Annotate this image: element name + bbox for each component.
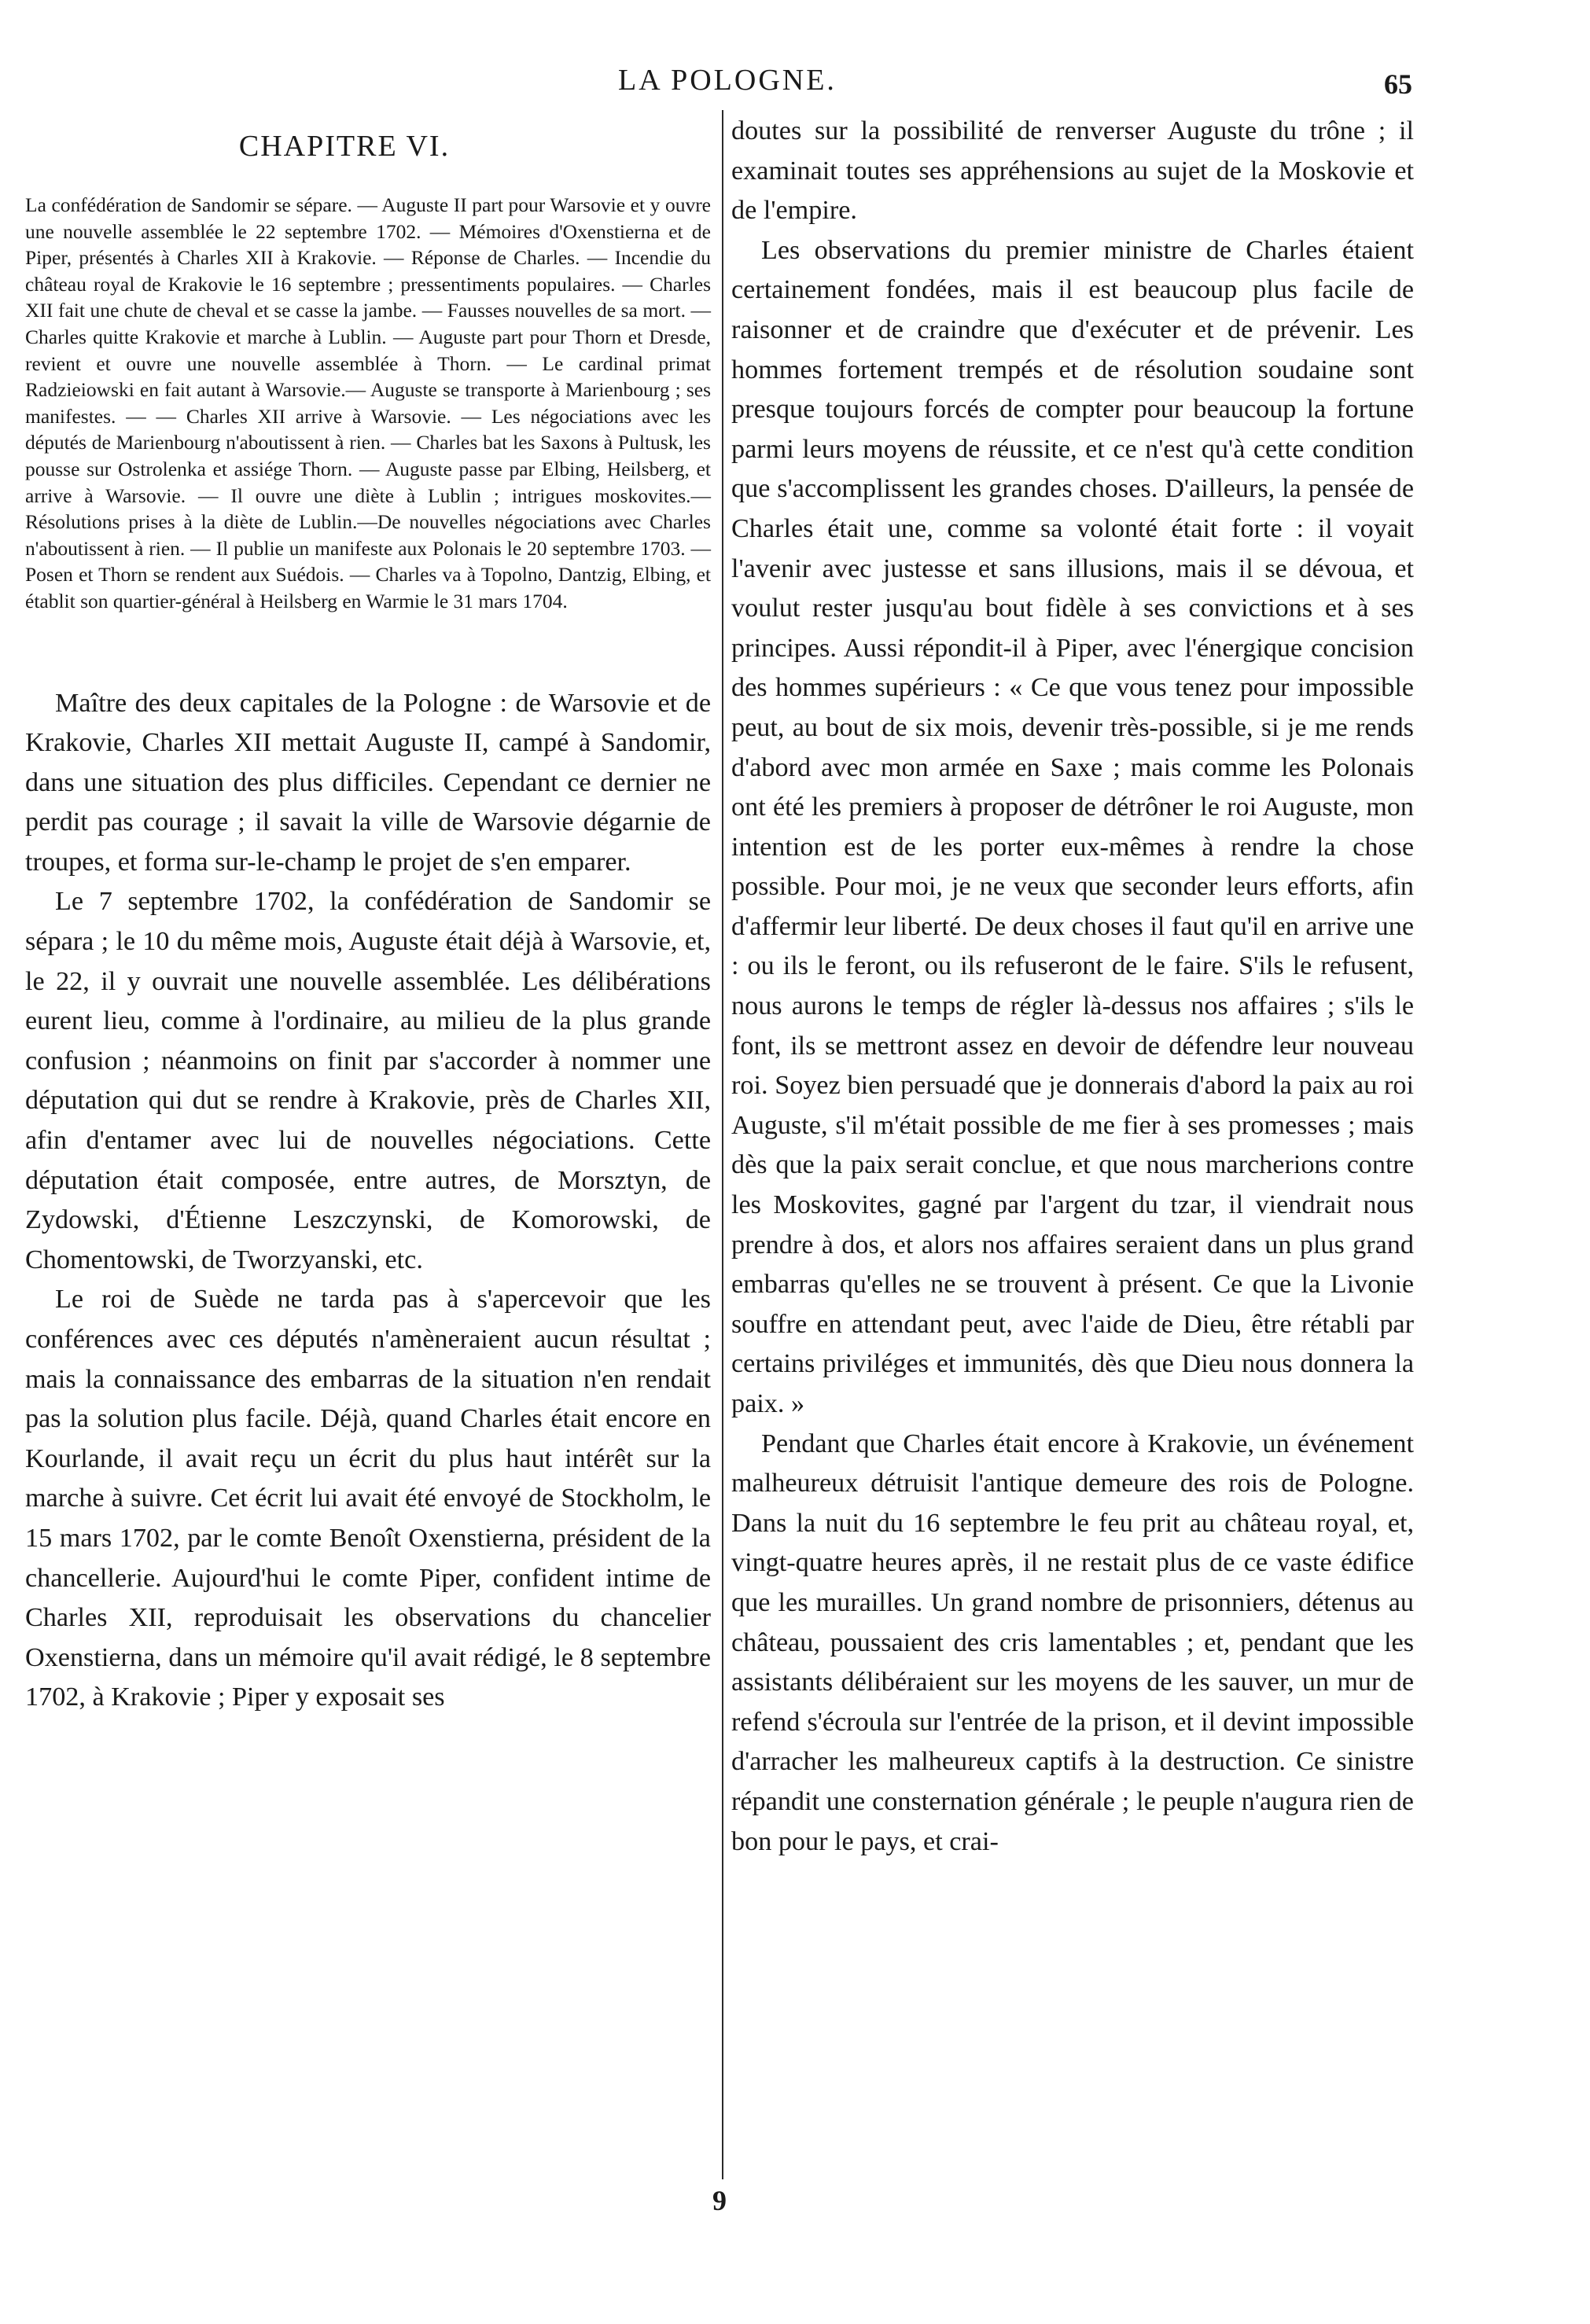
running-title: LA POLOGNE. — [618, 64, 837, 97]
running-head — [0, 57, 1590, 104]
signature-mark: 9 — [712, 2185, 727, 2216]
paragraph: Les observations du premier ministre de Charles étaient certainement fondées, mais il est beaucoup plus facile de raisonner et de craindre que d'exécuter et de prévenir. Les hommes fortement trempés et de résolution soudaine sont presque toujours forcés de compter pour beaucoup la fortune parmi leurs moyens de réussite, et ce n'est qu'à cette condition que s'accomplissent les grandes choses. D'ailleurs, la pensée de Charles était une, comme sa volonté était forte : il voyait l'avenir avec justesse et sans illusions, mais il se dévoua, et voulut rester jusqu'au bout fidèle à ses convictions et à ses principes. Aussi répondit-il à Piper, avec l'énergique concision des hommes supérieurs : « Ce que vous tenez pour impossible peut, au bout de six mois, devenir très-possible, si je me rends d'abord avec mon armée en Saxe ; mais comme les Polonais ont été les premiers à proposer de détrôner le roi Auguste, mon intention est de les porter eux-mêmes à rendre la chose possible. Pour moi, je ne veux que seconder leurs efforts, afin d'affermir leur liberté. De deux choses il faut qu'il en arrive une : ou ils le feront, ou ils refuseront de le faire. S'ils le refusent, nous aurons le temps de régler là-dessus nos affaires ; s'ils le font, ils se mettront assez en devoir de défendre leur nouveau roi. Soyez bien persuadé que je donnerais d'abord la paix au roi Auguste, s'il m'était possible de me fier à ses promesses ; mais dès que la paix serait conclue, et que nous marcherions contre les Moskovites, gagné par l'argent du tzar, il viendrait nous prendre à dos, et alors nos affaires seraient dans un plus grand embarras qu'elles ne se trouvent à présent. Ce que la Livonie souffre en attendant peut, avec l'aide de Dieu, être rétabli par certains priviléges et immunités, dès que Dieu nous donnera la paix. » — [731, 235, 1414, 1418]
right-column — [731, 112, 1414, 1862]
paragraph: Maître des deux capitales de la Pologne : de Warsovie et de Krakovie, Charles XII mettait Auguste II, campé à Sandomir, dans une situation des plus difficiles. Cependant ce dernier ne perdit pas courage ; il savait la ville de Warsovie dégarnie de troupes, et forma sur-le-champ le projet de s'en emparer. — [25, 688, 711, 877]
paragraph-continued: doutes sur la possibilité de renverser Auguste du trône ; il examinait toutes ses appréhensions au sujet de la Moskovie et de l'empire. — [731, 116, 1414, 226]
paragraph: Pendant que Charles était encore à Krakovie, un événement malheureux détruisit l'antique demeure des rois de Pologne. Dans la nuit du 16 septembre le feu prit au château royal, et, vingt-quatre heures après, il ne restait plus de ce vaste édifice que les murailles. Un grand nombre de prisonniers, détenus au château, poussaient des cris lamentables ; et, pendant que les assistants délibéraient sur les moyens de les sauver, un mur de refend s'écroula sur l'entrée de la prison, et il devint impossible d'arracher les malheureux captifs à la destruction. Ce sinistre répandit une consternation générale ; le peuple n'augura rien de bon pour le pays, et crai- — [731, 1429, 1414, 1856]
paragraph: Le roi de Suède ne tarda pas à s'apercevoir que les conférences avec ces députés n'amèneraient aucun résultat ; mais la connaissance des embarras de la situation n'en rendait pas la solution plus facile. Déjà, quand Charles était encore en Kourlande, il avait reçu un écrit du plus haut intérêt sur la marche à suivre. Cet écrit lui avait été envoyé de Stockholm, le 15 mars 1702, par le comte Benoît Oxenstierna, président de la chancellerie. Aujourd'hui le comte Piper, confident intime de Charles XII, reproduisait les observations du chancelier Oxenstierna, dans un mémoire qu'il avait rédigé, le 8 septembre 1702, à Krakovie ; Piper y exposait ses — [25, 1285, 711, 1712]
column-divider — [722, 110, 723, 2179]
right-body-text — [731, 112, 1414, 1862]
paragraph: Le 7 septembre 1702, la confédération de Sandomir se sépara ; le 10 du même mois, Auguste était déjà à Warsovie, et, le 22, il y ouvrait une nouvelle assemblée. Les délibérations eurent lieu, comme à l'ordinaire, au milieu de la plus grande confusion ; néanmoins on finit par s'accorder à nommer une députation qui dut se rendre à Krakovie, près de Charles XII, afin d'entamer avec lui de nouvelles négociations. Cette députation était composée, entre autres, de Morsztyn, de Zydowski, d'Étienne Leszczynski, de Komorowski, de Chomentowski, de Tworzyanski, etc. — [25, 887, 711, 1274]
left-column — [25, 112, 711, 1718]
left-body-text — [25, 684, 711, 1718]
chapter-title: CHAPITRE VI. — [238, 130, 451, 163]
page-number: 65 — [1384, 68, 1412, 100]
chapter-summary: La confédération de Sandomir se sépare. — Auguste II part pour Warsovie et y ouvre une nouvelle assemblée le 22 septembre 1702. — Mémoires d'Oxenstierna et de Piper, présentés à Charles XII à Krakovie. — Réponse de Charles. — Incendie du château royal de Krakovie le 16 septembre ; pressentiments populaires. — Charles XII fait une chute de cheval et se casse la jambe. — Fausses nouvelles de sa mort. — Charles quitte Krakovie et marche à Lublin. — Auguste part pour Thorn et Dresde, revient et ouvre une nouvelle assemblée à Thorn. — Le cardinal primat Radzieiowski en fait autant à Warsovie.— Auguste se transporte à Marienbourg ; ses manifestes. — — Charles XII arrive à Warsovie. — Les négociations avec les députés de Marienbourg n'aboutissent à rien. — Charles bat les Saxons à Pultusk, les pousse sur Ostrolenka et assiége Thorn. — Auguste passe par Elbing, Heilsberg, et arrive à Warsovie. — Il ouvre une diète à Lublin ; intrigues moskovites.—Résolutions prises à la diète de Lublin.—De nouvelles négociations avec Charles n'aboutissent à rien. — Il publie un manifeste aux Polonais le 20 septembre 1703. — Posen et Thorn se rendent aux Suédois. — Charles va à Topolno, Dantzig, Elbing, et établit son quartier-général à Heilsberg en Warmie le 31 mars 1704. — [25, 193, 711, 612]
